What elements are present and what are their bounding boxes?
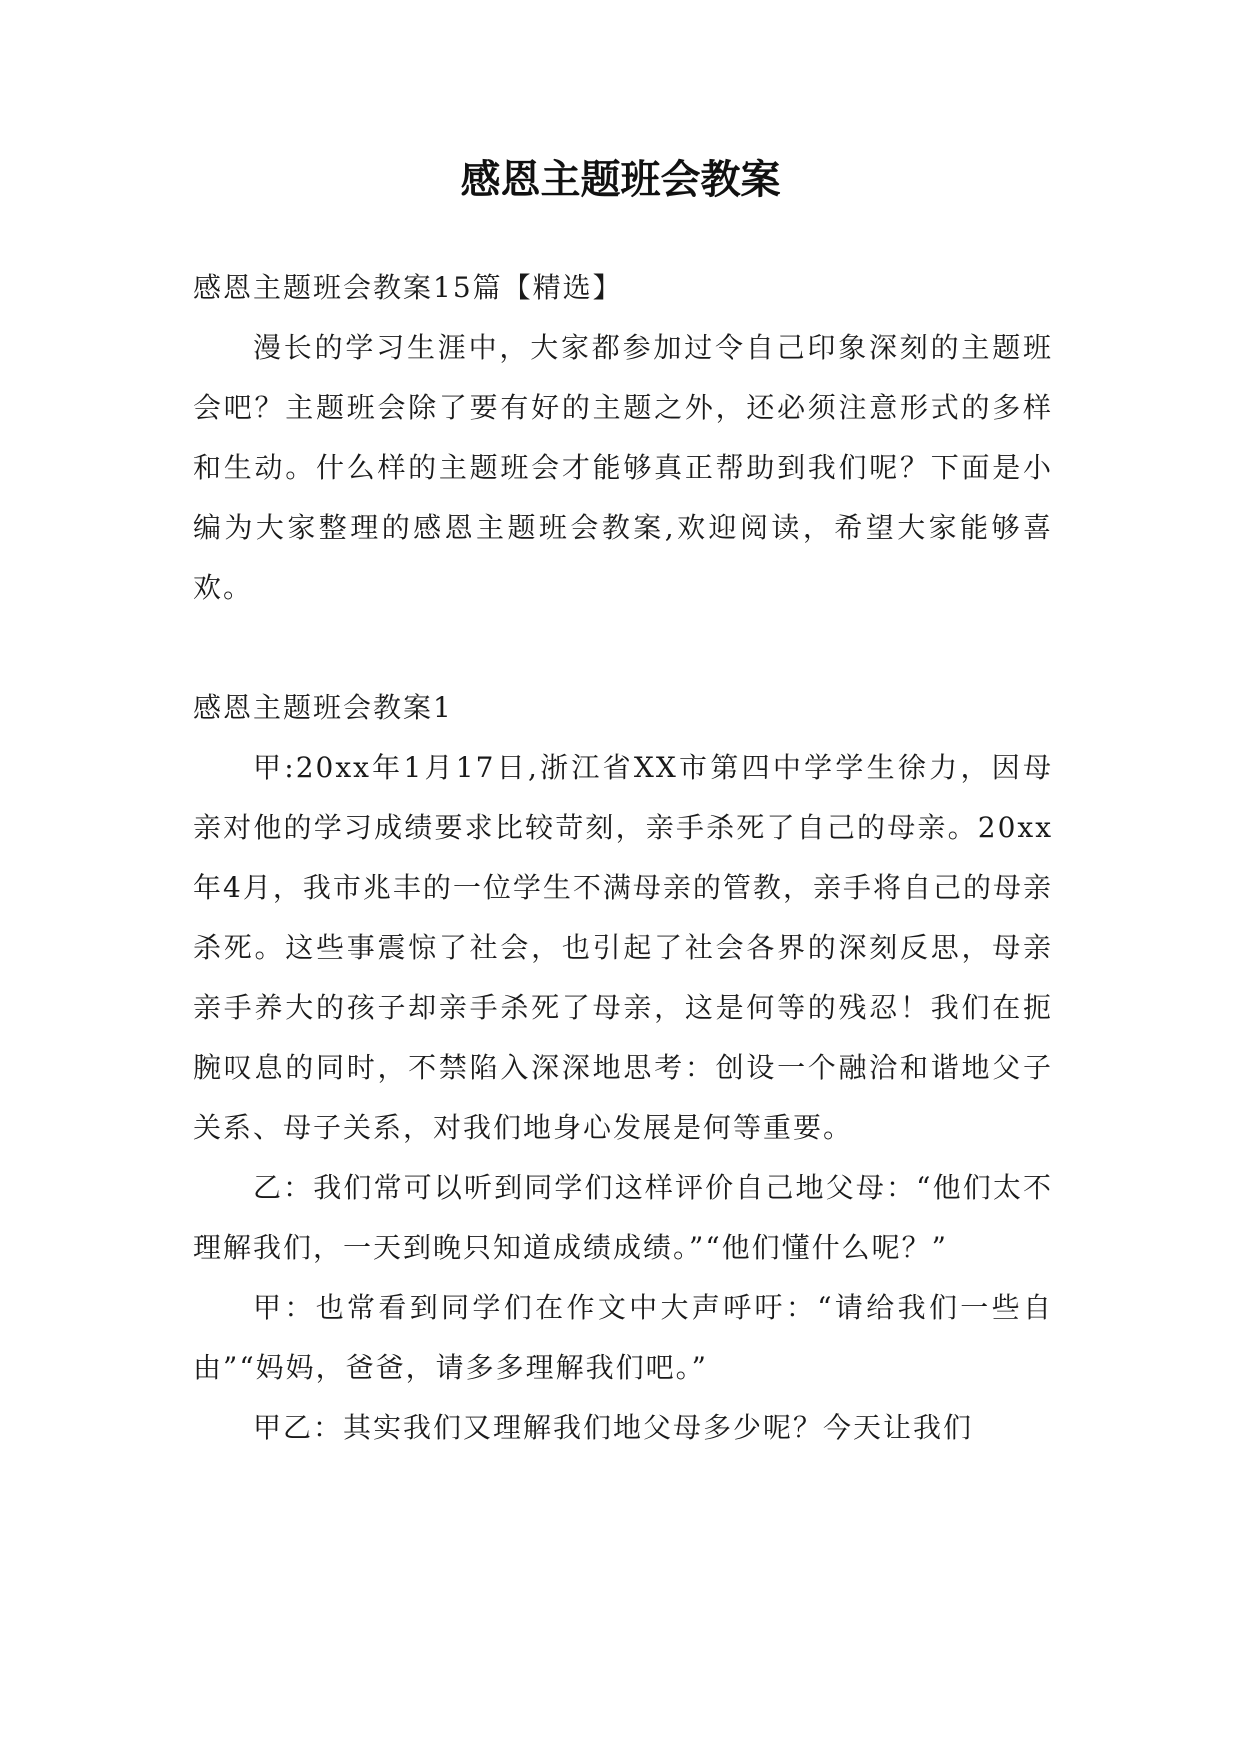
intro-paragraph: 漫长的学习生涯中，大家都参加过令自己印象深刻的主题班会吧？主题班会除了要有好的主题之外，还必须注意形式的多样和生动。什么样的主题班会才能够真正帮助到我们呢？下面是小编为大家整理的感恩主题班会教案,欢迎阅读，希望大家能够喜欢。 xyxy=(193,331,1053,604)
document-subtitle: 感恩主题班会教案15篇【精选】 xyxy=(193,271,623,304)
section-heading: 感恩主题班会教案1 xyxy=(193,691,453,724)
document-body xyxy=(193,258,1053,1458)
body-paragraph-3: 甲：也常看到同学们在作文中大声呼吁：“请给我们一些自由”“妈妈，爸爸，请多多理解我们吧。” xyxy=(193,1291,1053,1384)
body-paragraph-4: 甲乙：其实我们又理解我们地父母多少呢？今天让我们 xyxy=(253,1411,974,1444)
document-title: 感恩主题班会教案 xyxy=(460,157,781,203)
section-gap xyxy=(193,618,1053,678)
body-paragraph-1: 甲:20xx年1月17日,浙江省XX市第四中学学生徐力，因母亲对他的学习成绩要求比较苛刻，亲手杀死了自己的母亲。20xx年4月，我市兆丰的一位学生不满母亲的管教，亲手将自己的母亲杀死。这些事震惊了社会，也引起了社会各界的深刻反思，母亲亲手养大的孩子却亲手杀死了母亲，这是何等的残忍！我们在扼腕叹息的同时，不禁陷入深深地思考：创设一个融洽和谐地父子关系、母子关系，对我们地身心发展是何等重要。 xyxy=(193,751,1053,1144)
body-paragraph-2: 乙：我们常可以听到同学们这样评价自己地父母：“他们太不理解我们，一天到晚只知道成绩成绩。”“他们懂什么呢？” xyxy=(193,1171,1053,1264)
